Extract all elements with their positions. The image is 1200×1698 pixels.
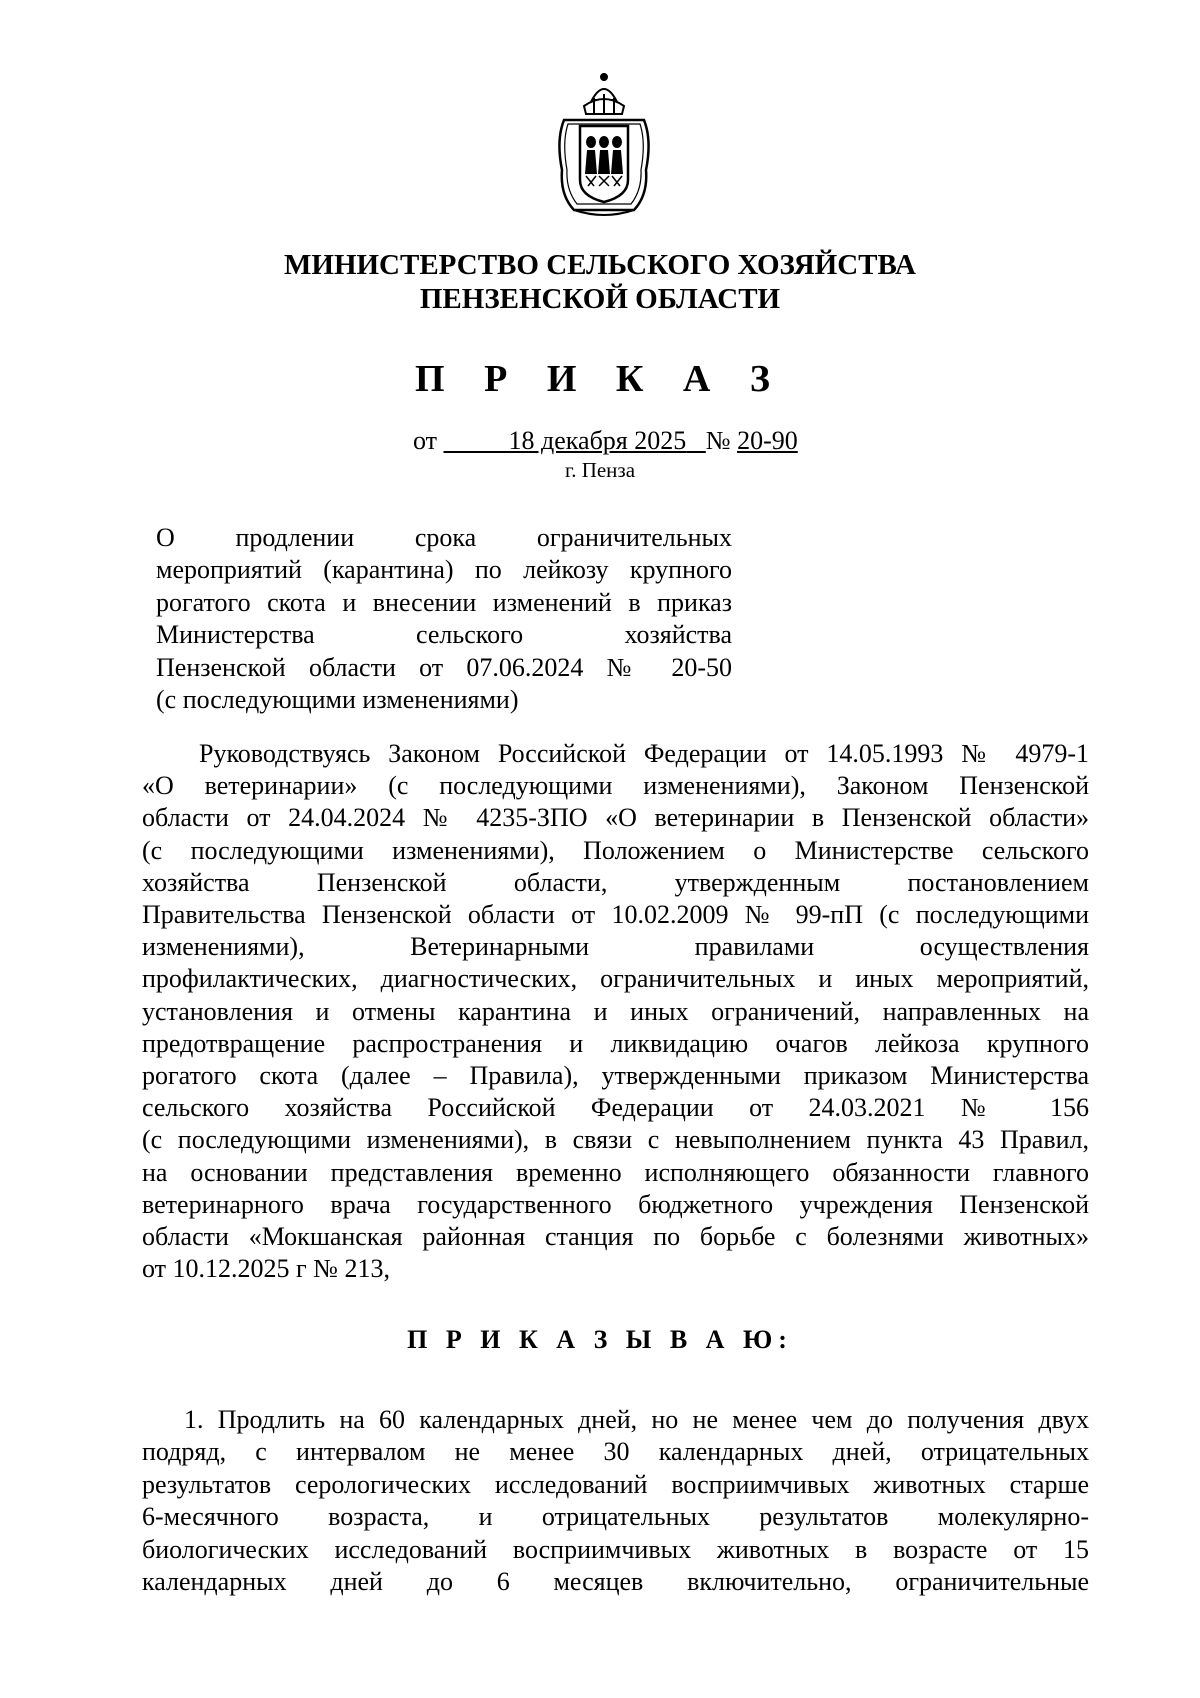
preamble-line: Правительства Пензенской области от 10.02.2009 № 99-пП (с последующими [142,900,1089,930]
item-line: подряд, с интервалом не менее 30 календарных дней, отрицательных [142,1437,1089,1467]
order-verb-heading: П Р И К А З Ы В А Ю: [407,1325,793,1354]
preamble-line: рогатого скота (далее – Правила), утвержденными приказом Министерства [142,1061,1089,1091]
ministry-name-line-2: ПЕНЗЕНСКОЙ ОБЛАСТИ [419,283,781,315]
preamble-line: «О ветеринарии» (с последующими изменениями), Законом Пензенской [142,771,1089,801]
item-line: календарных дней до 6 месяцев включительно, ограничительные [142,1567,1089,1597]
preamble-line: на основании представления временно исполняющего обязанности главного [142,1157,1089,1187]
preamble-line: Руководствуясь Законом Российской Федерации от 14.05.1993 № 4979-1 [199,739,1089,768]
item-line: результатов серологических исследований восприимчивых животных старше [142,1469,1089,1499]
document-date-value: 18 декабря 2025 [508,426,687,455]
preamble-paragraph [142,738,1089,1285]
ministry-name [150,248,1050,316]
number-prefix: № [705,426,731,455]
subject-line: Министерства сельского хозяйства [156,620,732,650]
item-line: 6-месячного возраста, и отрицательных результатов молекулярно- [142,1502,1089,1532]
preamble-line: предотвращение распространения и ликвидацию очагов лейкоза крупного [142,1028,1089,1058]
preamble-line: от 10.12.2025 г № 213, [142,1254,390,1284]
preamble-line: профилактических, диагностических, ограничительных и иных мероприятий, [142,964,1089,994]
document-type-title: П Р И К А З [415,358,785,400]
preamble-line: сельского хозяйства Российской Федерации от 24.03.2021 № 156 [142,1093,1089,1123]
item-line: биологических исследований восприимчивых животных в возрасте от 15 [142,1534,1089,1564]
date-number-line [413,426,798,456]
preamble-line: (с последующими изменениями), в связи с невыполнением пункта 43 Правил, [142,1125,1089,1155]
preamble-line: хозяйства Пензенской области, утвержденным постановлением [142,867,1089,897]
item-line: 1. Продлить на 60 календарных дней, но не менее чем до получения двух [184,1405,1089,1434]
subject-line: О продлении срока ограничительных [156,523,732,552]
subject-line: (с последующими изменениями) [156,685,519,715]
preamble-line: ветеринарного врача государственного бюджетного учреждения Пензенской [142,1189,1089,1219]
document-date [444,426,706,455]
subject-line: Пензенской области от 07.06.2024 № 20-50 [156,652,732,682]
date-prefix: от [413,426,438,455]
ministry-name-line-1: МИНИСТЕРСТВО СЕЛЬСКОГО ХОЗЯЙСТВА [284,249,916,281]
coat-of-arms-icon [554,70,654,220]
preamble-line: области от 24.04.2024 № 4235-ЗПО «О ветеринарии в Пензенской области» [142,803,1089,833]
document-city: г. Пенза [564,458,636,482]
preamble-line: (с последующими изменениями), Положением о Министерстве сельского [142,835,1089,865]
document-subject [156,522,732,716]
subject-line: мероприятий (карантина) по лейкозу крупного [156,555,732,585]
preamble-line: изменениями), Ветеринарными правилами осуществления [142,932,1089,962]
order-item-1 [142,1404,1089,1598]
document-number: 20-90 [737,426,798,455]
subject-line: рогатого скота и внесении изменений в приказ [156,587,732,617]
preamble-line: установления и отмены карантина и иных ограничений, направленных на [142,996,1089,1026]
preamble-line: области «Мокшанская районная станция по борьбе с болезнями животных» [142,1222,1089,1252]
